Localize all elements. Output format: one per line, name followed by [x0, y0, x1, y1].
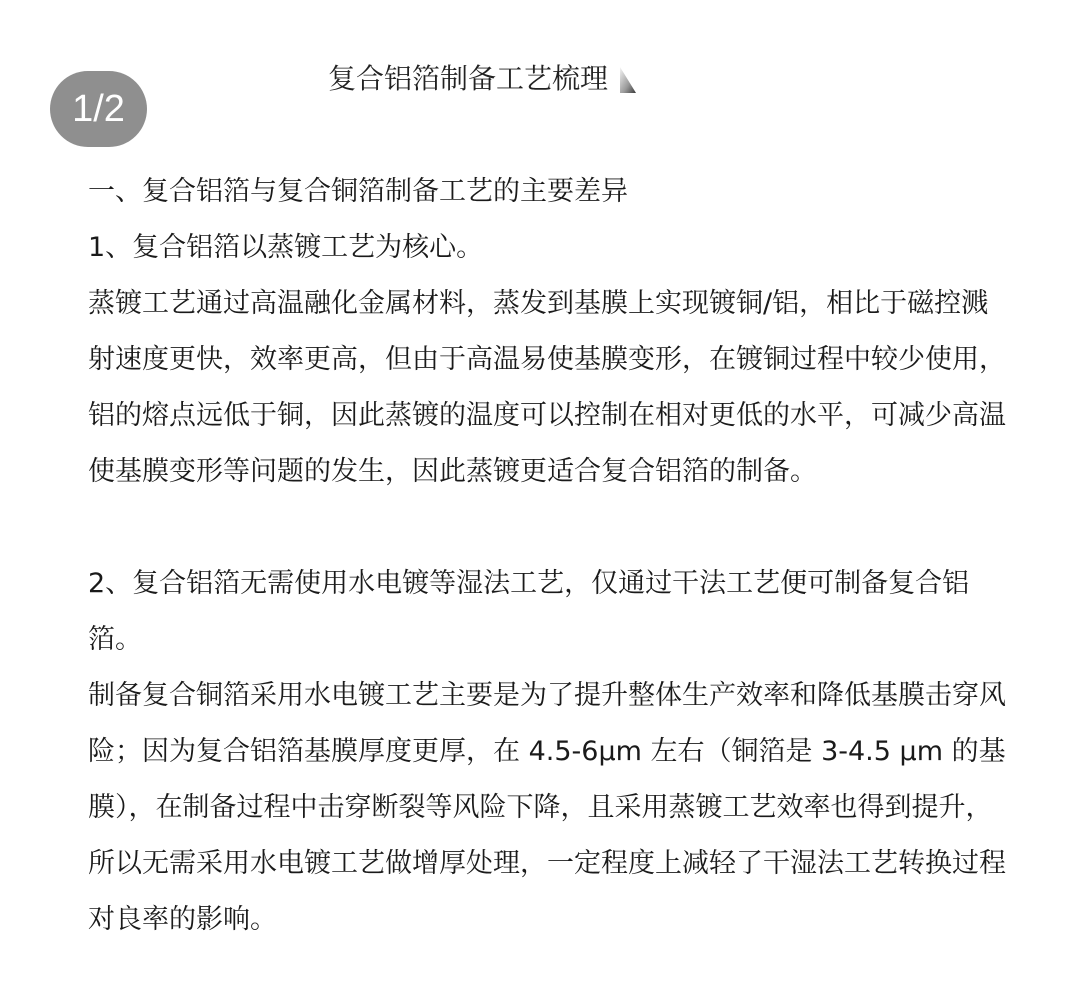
- page-indicator-badge: 1/2: [50, 71, 147, 147]
- section-2-body: 制备复合铜箔采用水电镀工艺主要是为了提升整体生产效率和降低基膜击穿风险；因为复合铝箔基膜厚度更厚，在 4.5-6μm 左右（铜箔是 3-4.5 μm 的基膜），在制备过程中击穿断裂等风险下降，且采用蒸镀工艺效率也得到提升，所以无需采用水电镀工艺做增厚处理，一定程度上减轻了干湿法工艺转换过程对良率的影响。: [88, 680, 1006, 935]
- main-heading: 一、复合铝箔与复合铜箔制备工艺的主要差异: [88, 176, 628, 207]
- document-title: 复合铝箔制备工艺梳理: [328, 62, 609, 95]
- document-body: [88, 164, 1013, 948]
- section-1-heading: 1、复合铝箔以蒸镀工艺为核心。: [88, 232, 484, 263]
- page-curl-icon: [618, 65, 638, 95]
- section-2-heading: 2、复合铝箔无需使用水电镀等湿法工艺，仅通过干法工艺便可制备复合铝箔。: [88, 568, 970, 655]
- paragraph-spacer: [88, 500, 1013, 556]
- section-1-body: 蒸镀工艺通过高温融化金属材料，蒸发到基膜上实现镀铜/铝，相比于磁控溅射速度更快，效率更高，但由于高温易使基膜变形，在镀铜过程中较少使用，铝的熔点远低于铜，因此蒸镀的温度可以控制在相对更低的水平，可减少高温使基膜变形等问题的发生，因此蒸镀更适合复合铝箔的制备。: [88, 288, 1006, 487]
